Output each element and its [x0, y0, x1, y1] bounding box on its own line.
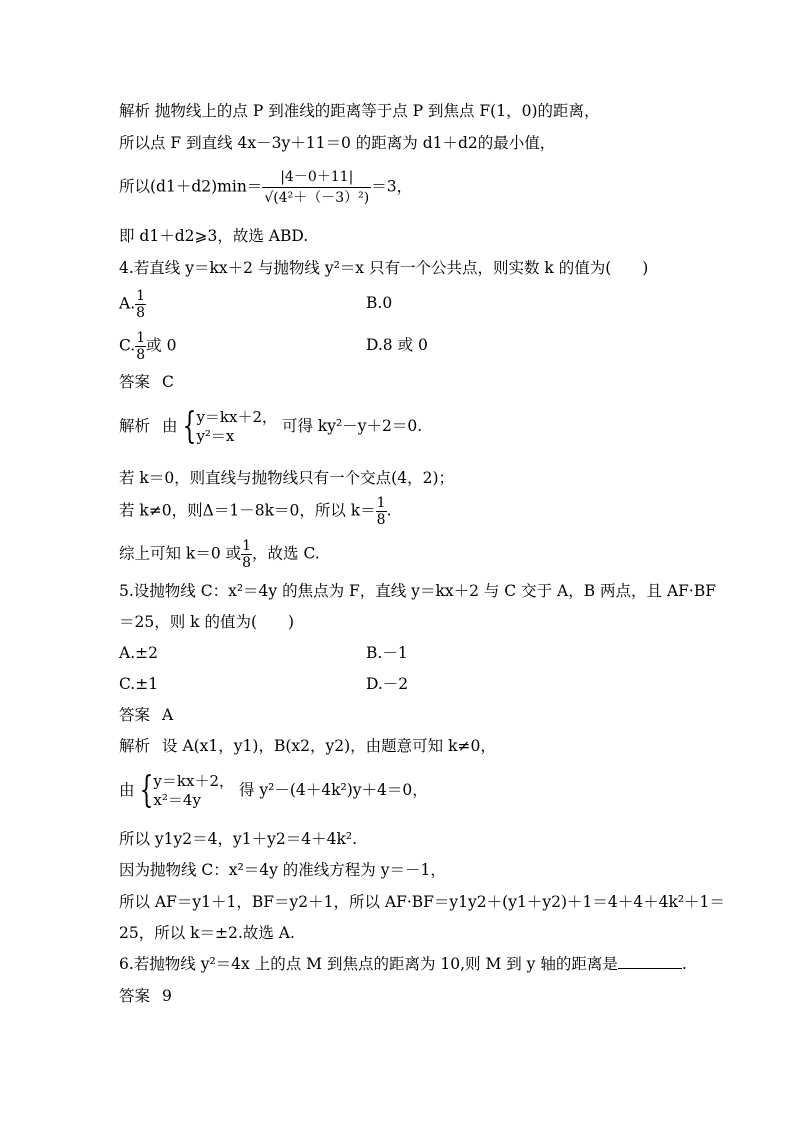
distance-numerator: |4－0＋11|	[262, 167, 371, 188]
answer-value: 9	[162, 987, 172, 1005]
answer-blank	[618, 954, 682, 969]
analysis-line-1: 解析 抛物线上的点 P 到准线的距离等于点 P 到焦点 F(1，0)的距离，	[119, 102, 600, 120]
q4-case-1: 若 k＝0，则直线与抛物线只有一个交点(4，2)；	[119, 469, 454, 487]
q5-analysis-line-3: 所以 y1y2＝4，y1＋y2＝4＋4k².	[119, 830, 358, 848]
q5-option-c: C.±1	[119, 675, 159, 693]
equation-system: { y＝kx＋2， x²＝4y	[139, 770, 234, 811]
q4-conclusion: 综上可知 k＝0 或 $\frac{1}{8}$ ，故选 C.	[119, 538, 320, 571]
distance-denominator: √(4²＋（－3）²)	[264, 190, 370, 206]
analysis-line-4: 即 d1＋d2⩾3，故选 ABD.	[119, 227, 309, 245]
q4-option-c-fraction: $\frac{1}{8}$	[136, 330, 146, 363]
q5-analysis-line-6: 25，所以 k＝±2.故选 A.	[119, 924, 295, 942]
q5-answer	[119, 704, 173, 726]
q5-stem-line-1: 5.设抛物线 C：x²＝4y 的焦点为 F，直线 y＝kx＋2 与 C 交于 A，B 两点，且 AF·BF	[119, 582, 716, 600]
answer-label: 答案	[119, 987, 151, 1005]
q4-answer	[119, 371, 174, 393]
answer-value: A	[162, 706, 174, 724]
analysis-line-3	[119, 167, 412, 208]
q5-option-a: A.±2	[119, 644, 158, 662]
q5-option-b: B.－1	[366, 644, 408, 662]
equation-system: { y＝kx＋2， y²＝x	[182, 406, 278, 447]
q4-analysis-system: 解析 由 { y＝kx＋2， y²＝x 可得 ky²－y＋2＝0.	[119, 406, 423, 447]
q4-option-c: C. $\frac{1}{8}$ 或 0	[119, 330, 177, 363]
q4-option-b: B.0	[366, 294, 393, 312]
answer-label: 答案	[119, 373, 151, 391]
q4-option-a-fraction: $\frac{1}{8}$	[136, 288, 146, 321]
q5-option-d: D.－2	[366, 675, 409, 693]
min-distance-result: ＝3，	[371, 177, 413, 196]
q4-stem: 4.若直线 y＝kx＋2 与抛物线 y²＝x 只有一个公共点，则实数 k 的值为( )	[119, 259, 649, 277]
analysis-label: 解析	[119, 417, 151, 435]
q5-analysis-line-4: 因为抛物线 C：x²＝4y 的准线方程为 y＝－1，	[119, 861, 446, 879]
answer-label: 答案	[119, 706, 151, 724]
analysis-label: 解析	[119, 737, 151, 755]
analysis-line-2: 所以点 F 到直线 4x－3y＋11＝0 的距离为 d1＋d2的最小值，	[119, 134, 556, 152]
distance-fraction	[262, 167, 371, 208]
q4-option-a: A. $\frac{1}{8}$	[119, 288, 146, 321]
q5-analysis-line-1: 解析 设 A(x1，y1)，B(x2，y2)，由题意可知 k≠0，	[119, 737, 496, 755]
q5-stem-line-2: ＝25，则 k 的值为( )	[119, 613, 295, 631]
q6-stem: 6.若抛物线 y²＝4x 上的点 M 到焦点的距离为 10,则 M 到 y 轴的距离是 .	[119, 955, 687, 973]
q5-analysis-system: 由 { y＝kx＋2， x²＝4y 得 y²－(4＋4k²)y＋4＝0，	[119, 770, 428, 811]
q4-case-2: 若 k≠0，则Δ＝1－8k＝0，所以 k＝ $\frac{1}{8}$ .	[119, 495, 392, 528]
answer-value: C	[162, 373, 174, 391]
q5-analysis-line-5: 所以 AF＝y1＋1，BF＝y2＋1，所以 AF·BF＝y1y2＋(y1＋y2)＋1＝4＋4＋4k²＋1＝	[119, 893, 725, 911]
q4-option-d: D.8 或 0	[366, 336, 428, 354]
q6-answer	[119, 985, 172, 1007]
min-distance-prefix: 所以(d1＋d2)min＝	[119, 177, 263, 196]
